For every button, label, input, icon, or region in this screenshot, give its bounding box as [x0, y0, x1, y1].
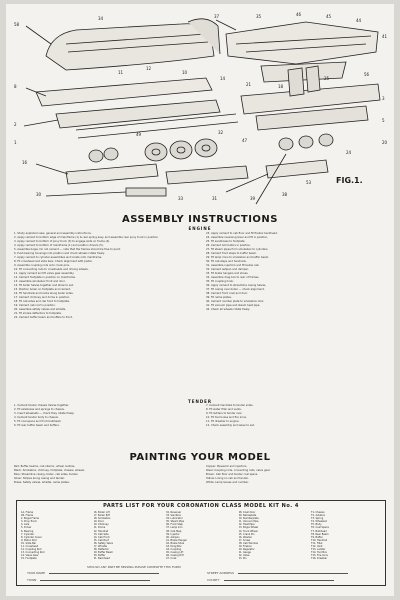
part-entry: T6. Coal Space — [311, 526, 329, 530]
instruction-step: 40. Cement number plate to smokebox door. — [206, 300, 265, 303]
part-entry: T1. Chassis — [311, 511, 325, 514]
part-entry: 6. Bearing — [21, 529, 34, 533]
instruction-step: 26. Cement lubricators in position. — [206, 244, 251, 247]
instruction-step: 5. Fit coal space and front bulkhead. — [14, 420, 62, 423]
engine-instructions-right — [206, 232, 386, 396]
callout: 21 — [246, 82, 252, 87]
instruction-step: 8. Fit crosshead and slide bars. Check alignment with piston. — [14, 260, 93, 263]
instruction-step: 5. Assemble bogie. Do not cement — note that the frames should be free to pivot. — [14, 248, 121, 251]
part-entry: 11. Crosshead — [21, 545, 39, 549]
part-entry: T10. Handrail — [311, 538, 328, 542]
callout: 3 — [382, 96, 385, 101]
tender-instructions-right — [206, 404, 386, 448]
callout: 45 — [326, 14, 332, 19]
painting-right — [206, 465, 386, 498]
callout: 56 — [364, 72, 370, 77]
callout: 39 — [250, 196, 256, 201]
part-entry: 10. Slide Bar — [21, 541, 37, 545]
callout: 25 — [324, 76, 330, 81]
exploded-diagram — [6, 4, 394, 209]
part-entry: 16. Boiler L/H — [93, 511, 110, 514]
parts-list-grid — [21, 511, 381, 561]
tender-instructions-left — [14, 404, 194, 448]
part-entry: 41. Brake Hanger — [166, 538, 187, 542]
instruction-step: 10. Fit tool boxes and fire irons. — [206, 416, 247, 419]
part-entry: 62. Valve — [238, 554, 250, 558]
part-entry: 40. Ashpan — [166, 535, 180, 539]
instruction-step: 24. Assemble reversing lever and fit in position. — [206, 236, 269, 239]
instruction-step: 15. Position boiler on footplate and cement. — [14, 288, 71, 291]
instruction-step: 4. Cement tender body to chassis. — [14, 416, 59, 419]
part-entry: 35. Steam Pipe — [166, 520, 185, 524]
part-entry: 28. Deflector — [93, 548, 110, 552]
part-entry: 52. Heat Pipe — [238, 523, 255, 527]
instruction-step: 2. Fit axleboxes and springs to chassis. — [14, 408, 65, 411]
callout: 30 — [36, 192, 42, 197]
part-entry: T2. Axlebox — [311, 514, 326, 518]
footplate-shape — [36, 78, 212, 106]
instruction-step: 2. Apply cement to bottom edge of mainframe (1) & rear spring assy. and assemble rear pony truck in position. — [14, 236, 159, 239]
parts-column — [21, 511, 91, 561]
instruction-step: 10. Fit connecting rods to crossheads and driving wheels. — [14, 268, 89, 271]
part-entry: 43. Drag Box — [166, 545, 182, 549]
part-entry: 48. Cowl Door — [238, 511, 256, 514]
instruction-step: 33. Fit brake hangers and shoes. — [206, 272, 249, 275]
part-entry: 33. Sandbox — [166, 514, 181, 518]
parts-list-box — [16, 500, 386, 586]
part-entry: 26. Safety Valve — [93, 541, 113, 545]
address-label: STREET ADDRESS — [207, 571, 234, 575]
part-entry: T11. Filler — [311, 541, 323, 545]
part-entry: 31. Backhead — [93, 557, 110, 561]
callout: 5 — [382, 118, 385, 123]
part-entry: 23. Cab Side — [93, 532, 109, 536]
part-entry: 27. Whistle — [93, 545, 107, 549]
instruction-step: 3. Apply cement to bottom of pony truck (3) to engage slots on frame (4). — [14, 240, 111, 243]
part-entry: 3. Pony Truck — [21, 520, 37, 524]
instruction-step: Copper: Pipework and injectors. — [206, 465, 248, 468]
instruction-step: 7. Apply cement to cylinder assemblies and locate onto mainframe. — [14, 256, 103, 259]
part-entry: 61. Gauge — [238, 551, 251, 555]
instruction-step: Brown: Cab floor and tender coal space. — [206, 473, 259, 476]
tender-subheading: TENDER — [188, 399, 212, 404]
instruction-step: Yellow: Lining on cab and tender. — [206, 477, 249, 480]
figure-label: FIG.1. — [336, 176, 363, 185]
instruction-step: 14. Fit boiler halves together and allow to set. — [14, 284, 74, 287]
callout: 46 — [296, 12, 302, 17]
assembly-title: ASSEMBLY INSTRUCTIONS — [121, 214, 279, 225]
part-entry: 32. Reverser — [166, 511, 182, 514]
part-entry: 24. Cab Front — [93, 535, 110, 539]
part-entry: 5. Driver — [21, 526, 32, 530]
address-field[interactable] — [207, 571, 348, 575]
callout: 11 — [118, 70, 124, 75]
instruction-step: 30. Fit cab steps and handrails. — [206, 260, 247, 263]
callout: 18 — [278, 84, 284, 89]
instruction-step: 22. Cement buffer beam and buffers to front. — [14, 316, 73, 319]
instruction-step: 36. Apply cement to streamline casing halves. — [206, 284, 267, 287]
part-entry: 1A. Frame — [21, 511, 34, 514]
part-entry: 2. Bogie Frame — [21, 517, 40, 521]
instruction-step: 19. Cement cab roof in position. — [14, 304, 56, 307]
instruction-step: 4. Apply cement to bottom of mainframe (1) and position drivers (5). — [14, 244, 104, 247]
part-entry: T8. Rear Beam — [311, 532, 329, 536]
callout: 10 — [182, 70, 188, 75]
county-field[interactable] — [207, 578, 334, 582]
part-entry: 57. Screw — [238, 538, 251, 542]
part-entry: 1B. Frame — [21, 514, 34, 518]
callout: 58 — [14, 22, 20, 27]
part-entry: 34. Lubricator — [166, 517, 183, 521]
part-entry: 29. Buffer Beam — [93, 551, 113, 555]
instruction-step: 12. Check assembly and leave to set. — [206, 424, 255, 427]
callout: 33 — [178, 196, 184, 201]
part-entry: 47. Cowl — [166, 557, 177, 561]
instruction-step: 37. Fit casing over boiler — check alignment. — [206, 288, 265, 291]
name-label: YOUR NAME — [27, 571, 46, 575]
instruction-step: 28. Cement front steps to buffer beam. — [206, 252, 257, 255]
part-entry: T16. Drawbar — [311, 557, 328, 561]
instruction-step: 11. Apply cement and fit valve gear assembly. — [14, 272, 75, 275]
callout: 32 — [218, 130, 224, 135]
instruction-sheet — [6, 4, 394, 596]
instruction-step: 20. Assemble safety valves and whistle. — [14, 308, 67, 311]
part-entry: 13. Connecting Rod — [21, 551, 45, 555]
part-entry: 14. Valve Gear — [21, 554, 39, 558]
instruction-step: 41. Fit vacuum pipe and steam heat pipe. — [206, 304, 261, 307]
part-entry: 45. Casing L/H — [166, 551, 184, 555]
part-entry: 42. Brake Shoe — [166, 541, 185, 545]
instruction-step: 29. Fit lamp irons to smokebox and buffer beam. — [206, 256, 270, 259]
part-entry: T13. Ladder — [311, 548, 326, 552]
callout: 12 — [146, 66, 152, 71]
part-entry: 38. Cab Step — [166, 529, 182, 533]
part-entry: T4. Wheelset — [311, 520, 327, 524]
instruction-step: 7. Cement handrails to tender sides. — [206, 404, 254, 407]
callout: 44 — [356, 18, 362, 23]
instruction-step: 1. Study exploded view, general and assembly instructions. — [14, 232, 92, 235]
part-entry: 54. Truck Wheel — [238, 529, 258, 533]
part-entry: 46. Casing R/H — [166, 554, 184, 558]
town-field[interactable] — [27, 578, 150, 582]
part-entry: 25. Cab Roof — [93, 538, 109, 542]
callout: 37 — [214, 14, 220, 19]
instruction-step: Silver: Stripes along casing and tender. — [14, 477, 65, 480]
part-entry: 9. Piston Rod — [21, 538, 37, 542]
instruction-step: 11. Fit drawbar to engine. — [206, 420, 240, 423]
part-entry: 4. Axle — [21, 523, 30, 527]
part-entry: 36. Front Step — [166, 523, 183, 527]
instruction-step: 38. Cement front cowl and door. — [206, 292, 248, 295]
part-entry: 39. Injector — [166, 532, 180, 536]
county-label: COUNTY — [207, 578, 220, 582]
part-entry: T7. Bulkhead — [311, 529, 327, 533]
callout: 20 — [382, 140, 388, 145]
instruction-step: White: Lamp lenses and number. — [206, 481, 249, 484]
callout: 49 — [136, 132, 142, 137]
instruction-step: Steel: Coupling rods, connecting rods, valve gear. — [206, 469, 271, 472]
instruction-step: 9. Fit ladders to tender rear. — [206, 412, 243, 415]
part-entry: T15. Fire Irons — [311, 554, 328, 558]
part-entry: 56. Washer — [238, 535, 252, 539]
part-entry: 12. Coupling Rod — [21, 548, 42, 552]
engine-instructions-left — [14, 232, 194, 396]
tender-instructions — [14, 404, 386, 448]
instruction-step: 8. Fit water filler and vents. — [206, 408, 242, 411]
parts-list-title: PARTS LIST FOR YOUR CORONATION CLASS MODEL KIT No. 4 — [103, 503, 299, 509]
callout: 1 — [14, 140, 17, 145]
callout: 31 — [212, 196, 218, 201]
painting-title: PAINTING YOUR MODEL — [129, 452, 271, 463]
instruction-step: 16. Fit handrails and knobs along boiler sides. — [14, 292, 74, 295]
part-entry: 63. Pin — [238, 557, 247, 561]
instruction-step: 6. Fit rear buffer beam and buffers. — [14, 424, 60, 427]
part-entry: 51. Vacuum Pipe — [238, 520, 259, 524]
part-entry: T9. Buffer — [311, 535, 323, 539]
instruction-step: 9. Assemble coupling rods onto crank pins. — [14, 264, 70, 267]
missing-parts-note: SHOULD ANY PART BE MISSING PLEASE COMPLETE THIS FORM — [87, 565, 181, 569]
instruction-step: 35. Fit coupling hook. — [206, 280, 234, 283]
callout: 14 — [220, 76, 226, 81]
part-entry: 60. Regulator — [238, 548, 255, 552]
part-entry: 21. Dome — [93, 526, 106, 530]
part-entry: 30. Buffer — [93, 554, 106, 558]
part-entry: T12. Vent — [311, 545, 323, 549]
part-entry: 59. Firebox — [238, 545, 252, 549]
instruction-step: 34. Assemble drag box to rear of frames. — [206, 276, 260, 279]
callout: 38 — [282, 192, 288, 197]
part-entry: 22. Handrail — [93, 529, 109, 533]
callout: 35 — [256, 14, 262, 19]
instruction-step: Red: Buffer beams, cab interior, wheel centres. — [14, 465, 76, 468]
instruction-step: 32. Cement ashpan and damper. — [206, 268, 249, 271]
callout: 16 — [22, 160, 28, 165]
part-entry: 50. Numberplate — [238, 517, 259, 521]
instruction-step: 17. Cement chimney and dome in position. — [14, 296, 71, 299]
part-entry: 20. Chimney — [93, 523, 109, 527]
instruction-step: Blue: Streamline casing, boiler, cab sides, tender. — [14, 473, 79, 476]
callout: 41 — [382, 34, 388, 39]
instruction-step: 6. Push bearing housings into position and check wheels rotate freely. — [14, 252, 105, 255]
instruction-step: Brass: Safety valves, whistle, name plates. — [14, 481, 70, 484]
parts-column — [94, 511, 164, 561]
part-entry: 17. Boiler R/H — [93, 514, 110, 518]
part-entry: 58. Cab Window — [238, 541, 258, 545]
part-entry: 53. Bogie Wheel — [238, 526, 259, 530]
instruction-step: 12. Cement footplate in position on mainframe. — [14, 276, 76, 279]
callout: 34 — [98, 16, 104, 21]
callout: 2 — [14, 122, 17, 127]
instruction-step: 39. Fit name plates. — [206, 296, 232, 299]
part-entry: 7. Cylinder — [21, 532, 34, 536]
casing-shape — [46, 24, 214, 70]
name-field[interactable] — [27, 571, 159, 575]
part-entry: 19. Door — [93, 520, 104, 524]
part-entry: 15. Footplate — [21, 557, 37, 561]
part-entry: 37. Lamp Iron — [166, 526, 183, 530]
town-label: TOWN — [27, 578, 37, 582]
part-entry: 55. Crank Pin — [238, 532, 255, 536]
callout: 24 — [346, 150, 352, 155]
instruction-step: 31. Assemble injectors and fit below cab. — [206, 264, 260, 267]
instruction-step: 18. Fit cab sides and cab front to footplate. — [14, 300, 70, 303]
callout: 8 — [14, 84, 17, 89]
instruction-step: 3. Insert wheelsets — check they rotate freely. — [14, 412, 75, 415]
part-entry: T3. Spring — [311, 517, 324, 521]
engine-instructions — [14, 232, 386, 396]
part-entry: 8. Cylinder Cover — [21, 535, 42, 539]
parts-column — [166, 511, 236, 561]
instruction-step: 13. Assemble smokebox front and door. — [14, 280, 66, 283]
painting-instructions — [14, 465, 386, 498]
callout: 53 — [306, 180, 312, 185]
instruction-step: 23. Apply cement to cab floor and fit firebox backhead. — [206, 232, 278, 235]
painting-left — [14, 465, 194, 498]
part-entry: T5. Body — [311, 523, 322, 527]
instruction-step: 21. Fit smoke deflectors to footplate. — [14, 312, 62, 315]
instruction-step: 27. Fit steam pipes from smokebox to cylinders. — [206, 248, 269, 251]
instruction-step: 25. Fit sandboxes to footplate. — [206, 240, 246, 243]
callout: 47 — [242, 138, 248, 143]
part-entry: 49. Nameplate — [238, 514, 257, 518]
parts-column — [239, 511, 309, 561]
part-entry: 18. Smokebox — [93, 517, 111, 521]
engine-subheading: ENGINE — [188, 226, 212, 231]
part-entry: 44. Coupling — [166, 548, 182, 552]
parts-column — [311, 511, 381, 561]
instruction-step: Black: Smokebox, chimney, footplate, chassis, wheels. — [14, 469, 85, 472]
part-entry: T14. Tool Box — [311, 551, 327, 555]
instruction-step: 1. Cement tender chassis halves together. — [14, 404, 69, 407]
instruction-step: 42. Check all wheels rotate freely. — [206, 308, 250, 311]
